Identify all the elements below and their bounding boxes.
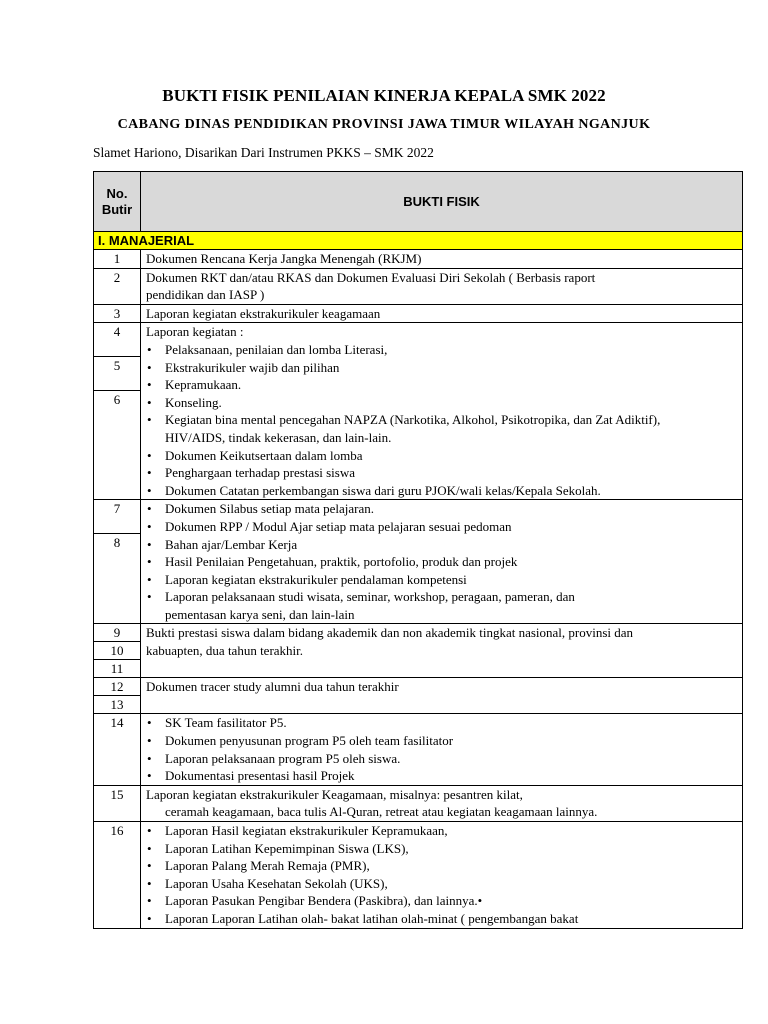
list-item: • Dokumentasi presentasi hasil Projek (147, 768, 355, 784)
list-item: • Laporan pelaksanaan studi wisata, seminar, workshop, peragaan, pameran, dan (147, 589, 575, 605)
table-row: 15 Laporan kegiatan ekstrakurikuler Keagamaan, misalnya: pesantren kilat, ceramah keagamaan, baca tulis Al-Quran, retreat atau kegiatan keagamaan lainnya. (94, 785, 743, 821)
list-item: • Laporan Laporan Latihan olah- bakat latihan olah-minat ( pengembangan bakat (147, 911, 579, 926)
bukti-fisik-table (93, 171, 743, 929)
list-item: • Laporan Hasil kegiatan ekstrakurikuler Kepramukaan, (147, 823, 448, 839)
list-item: • Bahan ajar/Lembar Kerja (147, 536, 298, 552)
list-item: • Penghargaan terhadap prestasi siswa (147, 465, 356, 481)
list-item: • Dokumen RPP / Modul Ajar setiap mata pelajaran sesuai pedoman (147, 518, 512, 534)
list-item: • Laporan pelaksanaan program P5 oleh siswa. (147, 750, 401, 766)
table-row: 14 • SK Team fasilitator P5. • Dokumen penyusunan program P5 oleh team fasilitator • Laporan pelaksanaan program P5 oleh siswa. • Dokumentasi presentasi hasil Projek (94, 714, 743, 785)
list-item: • Laporan Latihan Kepemimpinan Siswa (LKS), (147, 840, 409, 856)
list-item: • Dokumen Catatan perkembangan siswa dari guru PJOK/wali kelas/Kepala Sekolah. (147, 482, 601, 498)
table-row: 16 • Laporan Hasil kegiatan ekstrakurikuler Kepramukaan, • Laporan Latihan Kepemimpinan Siswa (LKS), • Laporan Palang Merah Remaja (PMR), • Laporan Usaha Kesehatan Sekolah (UKS), • Laporan Pasukan Pengibar Bendera (Paskibra), dan lainnya.• • Laporan Laporan Latihan olah- bakat latihan olah-minat ( pengembangan bakat (94, 822, 743, 929)
header-bukti-fisik: BUKTI FISIK (141, 172, 743, 232)
list-item: • Laporan Pasukan Pengibar Bendera (Paskibra), dan lainnya.• (147, 893, 483, 909)
table-row-group: 7 8 • Dokumen Silabus setiap mata pelajaran. • Dokumen RPP / Modul Ajar setiap mata pelajaran sesuai pedoman • Bahan ajar/Lembar Kerja • Hasil Penilaian Pengetahuan, praktik, portofolio, produk dan projek • Laporan kegiatan ekstrakurikuler pendalaman kompetensi • Laporan pelaksanaan studi wisata, seminar, workshop, peragaan, pameran, dan pementasan karya seni, dan lain-lain (94, 500, 743, 624)
list-item: • Dokumen Keikutsertaan dalam lomba (147, 447, 363, 463)
document-title: BUKTI FISIK PENILAIAN KINERJA KEPALA SMK 2022 (162, 86, 606, 105)
table-row: 1 Dokumen Rencana Kerja Jangka Menengah (RKJM) (94, 250, 743, 269)
section-row (94, 232, 743, 250)
bullet-list (146, 341, 738, 499)
list-item-continuation: HIV/AIDS, tindak kekerasan, dan lain-lain. (165, 429, 392, 445)
table-header-row (94, 172, 743, 232)
list-item: • Laporan Palang Merah Remaja (PMR), (147, 858, 370, 874)
table-row: 2 Dokumen RKT dan/atau RKAS dan Dokumen Evaluasi Diri Sekolah ( Berbasis raport pendidikan dan IASP ) (94, 268, 743, 304)
list-item: • Ekstrakurikuler wajib dan pilihan (147, 359, 340, 375)
bullet-list (146, 822, 738, 928)
bullet-list (146, 714, 738, 784)
document-subtitle: CABANG DINAS PENDIDIKAN PROVINSI JAWA TIMUR WILAYAH NGANJUK (117, 117, 651, 132)
header-no-butir: No. Butir (94, 172, 141, 232)
list-item: • Laporan Usaha Kesehatan Sekolah (UKS), (147, 875, 388, 891)
table-row: 3 Laporan kegiatan ekstrakurikuler keagamaan (94, 304, 743, 323)
list-item: • Kegiatan bina mental pencegahan NAPZA (Narkotika, Alkohol, Psikotropika, dan Zat Adiktif), (147, 412, 661, 428)
list-item: • Konseling. (147, 394, 222, 410)
list-item: • Pelaksanaan, penilaian dan lomba Literasi, (147, 341, 388, 357)
list-item: • Hasil Penilaian Pengetahuan, praktik, portofolio, produk dan projek (147, 554, 518, 570)
list-item: • Kepramukaan. (147, 377, 242, 393)
list-item: • Dokumen penyusunan program P5 oleh team fasilitator (147, 733, 454, 749)
bullet-list (146, 500, 738, 623)
table-row-group: 12 13 Dokumen tracer study alumni dua tahun terakhir (94, 678, 743, 714)
list-item: • Dokumen Silabus setiap mata pelajaran. (147, 501, 375, 517)
section-label: I. MANAJERIAL (94, 232, 743, 250)
list-item: • Laporan kegiatan ekstrakurikuler pendalaman kompetensi (147, 571, 467, 587)
table-row-group: 4 5 6 Laporan kegiatan : • Pelaksanaan, penilaian dan lomba Literasi, • Ekstrakurikuler wajib dan pilihan • Kepramukaan. • Konseling. • Kegiatan bina mental pencegahan NAPZA (Narkotika, Alkohol, Psikotropika, dan Zat Adiktif), HIV/AIDS, tindak kekerasan, dan lain-lain. • Dokumen Keikutsertaan dalam lomba • Penghargaan terhadap prestasi siswa • Dokumen Catatan perkembangan siswa dari guru PJOK/wali kelas/Kepala Sekolah. (94, 323, 743, 500)
list-item: • SK Team fasilitator P5. (147, 715, 287, 731)
author-line: Slamet Hariono, Disarikan Dari Instrumen PKKS – SMK 2022 (93, 145, 434, 160)
list-item-continuation: pementasan karya seni, dan lain-lain (165, 606, 355, 622)
table-row-group: 9 10 11 Bukti prestasi siswa dalam bidang akademik dan non akademik tingkat nasional, provinsi dan kabuapten, dua tahun terakhir. (94, 624, 743, 678)
